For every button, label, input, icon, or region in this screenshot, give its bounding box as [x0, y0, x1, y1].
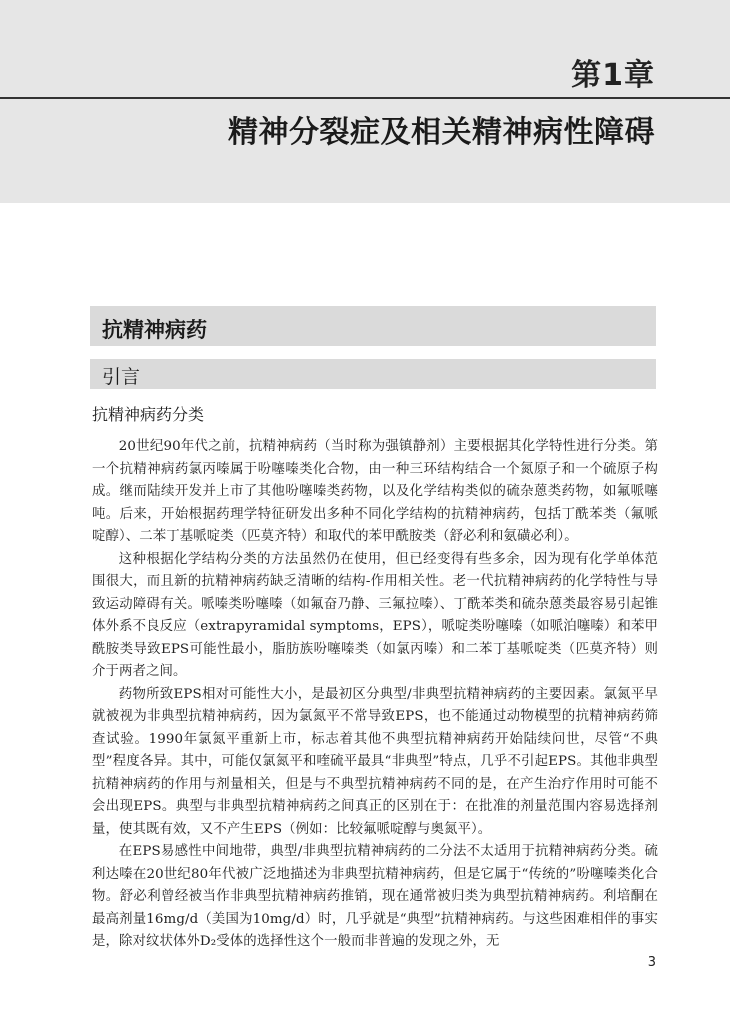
body-text	[92, 436, 658, 954]
subsection-title: 抗精神病药分类	[92, 405, 205, 424]
chapter-divider	[0, 97, 730, 99]
paragraph: 20世纪90年代之前，抗精神病药（当时称为强镇静剂）主要根据其化学特性进行分类。第一个抗精神病药氯丙嗪属于吩噻嗪类化合物，由一种三环结构结合一个氮原子和一个硫原子构成。继而陆续开发并上市了其他吩噻嗪类药物，以及化学结构类似的硫杂蒽类药物，如氟哌噻吨。后来，开始根据药理学特征研发出多种不同化学结构的抗精神病药，包括丁酰苯类（氟哌啶醇）、二苯丁基哌啶类（匹莫齐特）和取代的苯甲酰胺类（舒必利和氨磺必利）。	[92, 439, 658, 544]
page-number: 3	[647, 955, 656, 970]
paragraph: 药物所致EPS相对可能性大小，是最初区分典型/非典型抗精神病药的主要因素。氯氮平早就被视为非典型抗精神病药，因为氯氮平不常导致EPS，也不能通过动物模型的抗精神病药筛查试验。1990年氯氮平重新上市，标志着其他不典型抗精神病药开始陆续问世，尽管“不典型”程度各异。其中，可能仅氯氮平和喹硫平最具“非典型”特点，几乎不引起EPS。其他非典型抗精神病药的作用与剂量相关，但是与不典型抗精神病药不同的是，在产生治疗作用时可能不会出现EPS。典型与非典型抗精神病药之间真正的区别在于：在批准的剂量范围内容易选择剂量，使其既有效，又不产生EPS（例如：比较氟哌啶醇与奥氮平）。	[92, 686, 658, 837]
chapter-title: 精神分裂症及相关精神病性障碍	[228, 115, 655, 150]
paragraph: 这种根据化学结构分类的方法虽然仍在使用，但已经变得有些多余，因为现有化学单体范围很大，而且新的抗精神病药缺乏清晰的结构-作用相关性。老一代抗精神病药的化学特性与导致运动障碍有关。哌嗪类吩噻嗪（如氟奋乃静、三氟拉嗪）、丁酰苯类和硫杂蒽类最容易引起锥体外系不良反应（extrapyramidal symptoms，EPS），哌啶类吩噻嗪（如哌泊噻嗪）和苯甲酰胺类导致EPS可能性最小，脂肪族吩噻嗪类（如氯丙嗪）和二苯丁基哌啶类（匹莫齐特）则介于两者之间。	[92, 551, 658, 679]
section-subheading: 引言	[90, 359, 656, 389]
paragraph: 在EPS易感性中间地带，典型/非典型抗精神病药的二分法不太适用于抗精神病药分类。硫利达嗪在20世纪80年代被广泛地描述为非典型抗精神病药，但是它属于“传统的”吩噻嗪类化合物。舒必利曾经被当作非典型抗精神病药推销，现在通常被归类为典型抗精神病药。利培酮在最高剂量16mg/d（美国为10mg/d）时，几乎就是“典型”抗精神病药。与这些困难相伴的事实是，除对纹状体外D₂受体的选择性这个一般而非普遍的发现之外，无	[92, 844, 658, 949]
chapter-label: 第1章	[571, 58, 655, 93]
chapter-banner	[0, 0, 730, 203]
section-heading: 抗精神病药	[90, 306, 656, 346]
